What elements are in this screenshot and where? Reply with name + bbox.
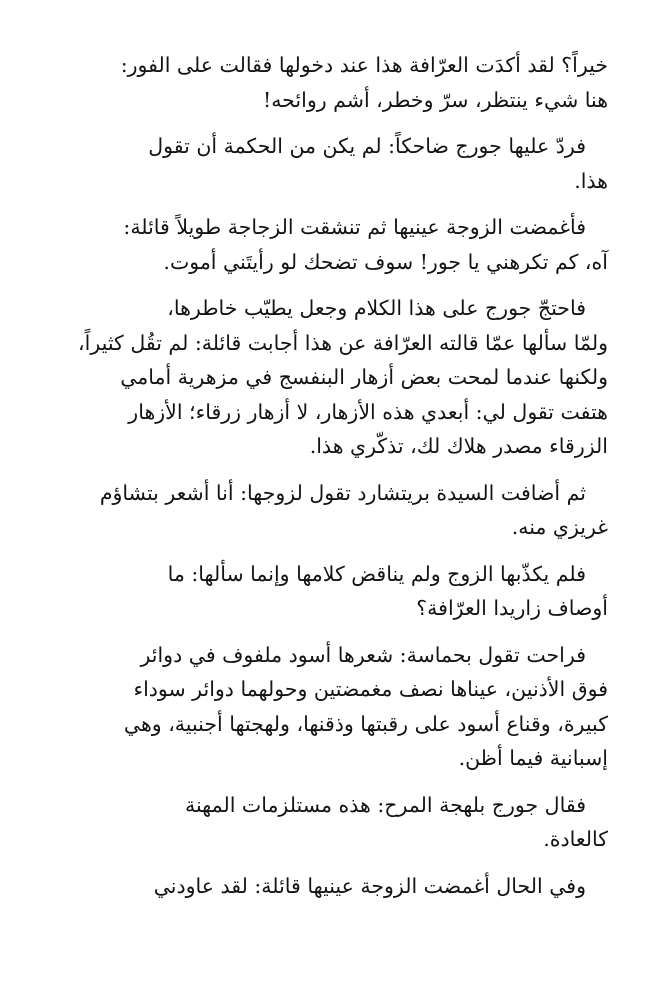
text-line: كالعادة. [543, 827, 608, 851]
text-line: هتفت تقول لي: أبعدي هذه الأزهار، لا أزهار زرقاء؛ الأزهار [128, 399, 608, 424]
text-line: ولكنها عندما لمحت بعض أزهار البنفسج في مزهرية أمامي [120, 365, 608, 389]
paragraph [76, 210, 608, 279]
book-page-text [76, 48, 608, 915]
paragraph [76, 48, 608, 117]
text-line: فوق الأذنين، عيناها نصف مغمضتين وحولهما دوائر سوداء [133, 677, 608, 701]
text-line: هنا شيء ينتظر، سرّ وخطر، أشم روائحه! [262, 87, 608, 112]
text-line: الزرقاء مصدر هلاك لك، تذكّري هذا. [309, 434, 608, 458]
text-line: غريزي منه. [511, 515, 608, 539]
text-line: وفي الحال أغمضت الزوجة عينيها قائلة: لقد عاودني [153, 873, 586, 898]
paragraph [76, 638, 608, 776]
text-line: فراحت تقول بحماسة: شعرها أسود ملفوف في دوائر [140, 642, 586, 667]
text-line: كبيرة، وقناع أسود على رقبتها وذقنها، ولهجتها أجنبية، وهي [123, 711, 608, 736]
text-line: آه، كم تكرهني يا جور! سوف تضحك لو رأيتَني أموت. [163, 249, 608, 274]
paragraph [76, 788, 608, 857]
text-line: ولمّا سألها عمّا قالته العرّافة عن هذا أجابت قائلة: لم تقُل كثيراً، [78, 330, 608, 355]
paragraph [76, 129, 608, 198]
text-line: فقال جورج بلهجة المرح: هذه مستلزمات المهنة [184, 792, 586, 817]
paragraph [76, 476, 608, 545]
text-line: ثم أضافت السيدة بريتشارد تقول لزوجها: أنا أشعر بتشاؤم [99, 480, 586, 505]
text-line: فاحتجّ جورج على هذا الكلام وجعل يطيّب خاطرها، [167, 296, 586, 320]
paragraph [76, 557, 608, 626]
text-line: فأغمضت الزوجة عينيها ثم تنشقت الزجاجة طويلاً قائلة: [123, 215, 586, 239]
text-line: أوصاف زاريدا العرّافة؟ [416, 596, 608, 620]
paragraph [76, 291, 608, 464]
text-line: فردّ عليها جورج ضاحكاً: لم يكن من الحكمة أن تقول [148, 134, 586, 158]
text-line: فلم يكذّبها الزوج ولم يناقض كلامها وإنما سألها: ما [167, 561, 586, 586]
text-line: إسبانية فيما أظن. [458, 746, 608, 770]
paragraph [76, 869, 608, 904]
text-line: خيراً؟ لقد أكدَت العرّافة هذا عند دخولها فقالت على الفور: [120, 53, 608, 77]
text-line: هذا. [574, 168, 608, 193]
